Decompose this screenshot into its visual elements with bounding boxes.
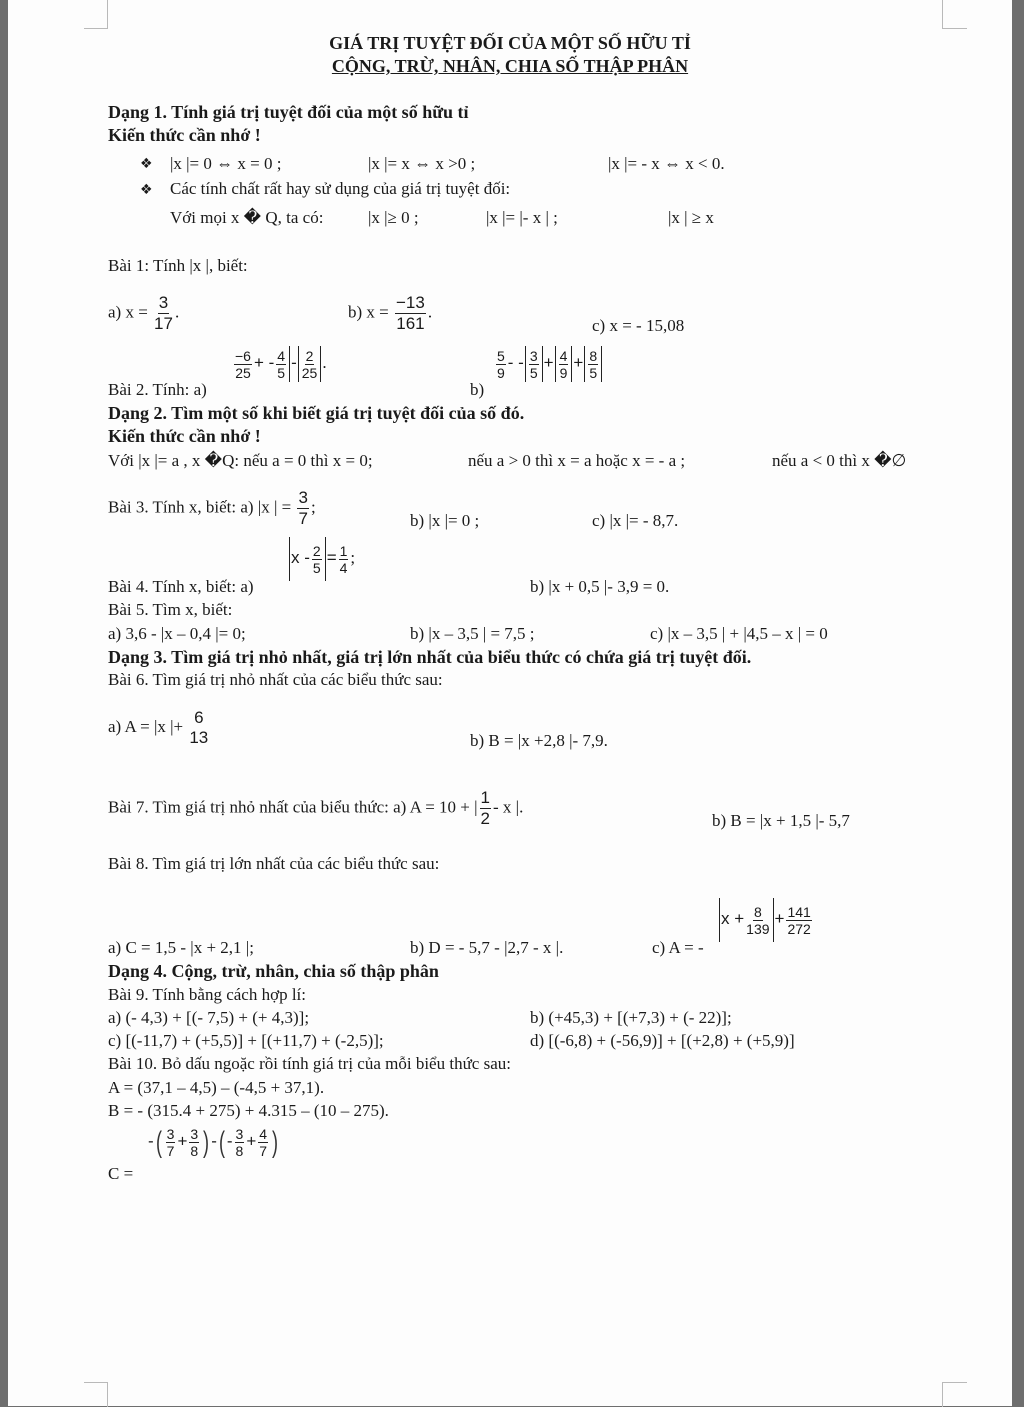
bai2-a-suffix: . <box>322 352 327 372</box>
page-title: GIÁ TRỊ TUYỆT ĐỐI CỦA MỘT SỐ HỮU TỈ <box>329 33 691 53</box>
diamond-bullet-icon: ❖ <box>140 156 153 172</box>
fraction-numerator: 141 <box>787 903 811 920</box>
operator: + <box>573 352 584 372</box>
bai10-C-expression <box>148 1126 280 1159</box>
fraction <box>189 708 208 748</box>
bai3-label: Bài 3. Tính x, biết: a) |x | = <box>108 497 292 517</box>
bai3-c: c) |x |= - 8,7. <box>592 511 679 530</box>
fraction-denominator: 161 <box>396 314 425 333</box>
fraction-numerator: 4 <box>559 347 568 364</box>
bai5-c: c) |x – 3,5 | + |4,5 – x | = 0 <box>650 624 828 643</box>
bai5-a: a) 3,6 - |x – 0,4 |= 0; <box>108 624 246 643</box>
bai8-label: Bài 8. Tìm giá trị lớn nhất của các biểu thức sau: <box>108 854 440 873</box>
bai5-label: Bài 5. Tìm x, biết: <box>108 600 233 619</box>
fraction-numerator: 3 <box>235 1126 244 1142</box>
operator: = <box>326 547 337 567</box>
dang1-rule1c: |x |= - x ⇔ x < 0. <box>608 154 725 173</box>
abs-bar <box>525 346 526 382</box>
bai7-a <box>108 788 523 829</box>
dang1-rule3b: |x |≥ 0 ; <box>368 208 419 227</box>
fraction-numerator: 3 <box>298 488 308 507</box>
diamond-bullet-icon: ❖ <box>140 182 153 198</box>
fraction <box>395 293 426 334</box>
fraction <box>234 348 252 381</box>
page-subtitle <box>8 56 1012 76</box>
fraction-denominator: 9 <box>559 364 568 381</box>
dang2-kien-thuc: Kiến thức cần nhớ ! <box>108 426 261 446</box>
bai10-label: Bài 10. Bỏ dấu ngoặc rồi tính giá trị của mỗi biểu thức sau: <box>108 1054 511 1073</box>
bai8-c-expression <box>718 898 814 942</box>
paren: ( <box>155 1125 162 1159</box>
fraction-numerator: 2 <box>305 347 314 364</box>
paren: ) <box>272 1125 279 1159</box>
fraction <box>312 543 322 576</box>
fraction-denominator: 25 <box>301 364 318 381</box>
fraction-numerator: 1 <box>480 788 490 807</box>
bai10-C-label: C = <box>108 1164 134 1183</box>
bai9-a: a) (- 4,3) + [(- 7,5) + (+ 4,3)]; <box>108 1008 310 1027</box>
fraction <box>559 348 569 381</box>
crop-mark <box>942 0 967 29</box>
bai8-c-prefix: c) A = - <box>652 938 704 957</box>
fraction-numerator: −6 <box>235 347 251 364</box>
bai2-b-expression <box>494 346 603 382</box>
fraction <box>154 293 173 334</box>
fraction <box>480 788 491 829</box>
operator: - <box>291 352 297 372</box>
abs-bar <box>289 537 290 581</box>
bai9-label: Bài 9. Tính bằng cách hợp lí: <box>108 985 306 1004</box>
bai1-b-suffix: . <box>427 302 433 322</box>
fraction-denominator: 25 <box>235 364 251 381</box>
bai1-a-suffix: . <box>174 302 180 322</box>
fraction-numerator: 3 <box>529 347 538 364</box>
fraction <box>746 904 769 937</box>
crop-mark <box>84 1382 108 1407</box>
fraction <box>276 348 286 381</box>
bai4-b: b) |x + 0,5 |- 3,9 = 0. <box>530 577 670 596</box>
bai8-b: b) D = - 5,7 - |2,7 - x |. <box>410 938 564 957</box>
operator: + <box>246 1131 257 1151</box>
fraction <box>786 904 811 937</box>
fraction-denominator: 272 <box>787 920 811 937</box>
dang1-rule3d: |x | ≥ x <box>668 208 714 227</box>
bai1-b <box>348 293 432 334</box>
bai9-d: d) [(-6,8) + (-56,9)] + [(+2,8) + (+5,9)] <box>530 1031 795 1050</box>
fraction-denominator: 13 <box>189 728 209 747</box>
bai5-b: b) |x – 3,5 | = 7,5 ; <box>410 624 535 643</box>
fraction-numerator: 8 <box>753 903 762 920</box>
paren: ) <box>203 1125 210 1159</box>
fraction-denominator: 7 <box>259 1143 268 1159</box>
fraction <box>297 488 308 529</box>
bai6-a-prefix: a) A = |x |+ <box>108 716 184 736</box>
bai10-B: B = - (315.4 + 275) + 4.315 – (10 – 275). <box>108 1101 389 1120</box>
abs-bar <box>542 346 543 382</box>
fraction-numerator: 6 <box>194 708 204 727</box>
fraction-denominator: 5 <box>589 364 598 381</box>
fraction-numerator: 2 <box>312 542 321 559</box>
document-page <box>8 0 1012 1406</box>
fraction-denominator: 17 <box>154 314 173 333</box>
fraction-numerator: 4 <box>277 347 286 364</box>
fraction <box>166 1126 176 1159</box>
operator: + <box>177 1131 188 1151</box>
crop-mark <box>942 1382 967 1407</box>
dang4-heading: Dạng 4. Cộng, trừ, nhân, chia số thập phân <box>108 961 439 981</box>
page-subtitle-text: CỘNG, TRỪ, NHÂN, CHIA SỐ THẬP PHÂN <box>331 56 689 76</box>
fraction-numerator: 4 <box>259 1126 268 1142</box>
fraction-denominator: 2 <box>480 809 490 828</box>
operator: + - <box>253 352 275 372</box>
crop-mark <box>84 0 108 29</box>
fraction-denominator: 5 <box>312 559 321 576</box>
fraction <box>496 348 506 381</box>
dang2-heading: Dạng 2. Tìm một số khi biết giá trị tuyệt đối của số đó. <box>108 403 525 423</box>
fraction <box>588 348 598 381</box>
bai9-c: c) [(-11,7) + (+5,5)] + [(+11,7) + (-2,5)]; <box>108 1031 384 1050</box>
abs-bar <box>584 346 585 382</box>
operator: - <box>226 1131 233 1151</box>
fraction-denominator: 8 <box>190 1143 199 1159</box>
operator: + <box>543 352 554 372</box>
paren: ( <box>218 1125 225 1159</box>
bai4-label: Bài 4. Tính x, biết: a) <box>108 577 254 596</box>
abs-bar <box>325 537 326 581</box>
bai2-b-label: b) <box>470 380 485 399</box>
bai10-A: A = (37,1 – 4,5) – (-4,5 + 37,1). <box>108 1078 325 1097</box>
dang2-rule-c: nếu a < 0 thì x �∅ <box>772 451 907 470</box>
dang1-kien-thuc: Kiến thức cần nhớ ! <box>108 125 261 145</box>
bai7-b: b) B = |x + 1,5 |- 5,7 <box>712 811 850 830</box>
fraction-numerator: 8 <box>589 347 598 364</box>
fraction <box>258 1126 268 1159</box>
operator: - <box>211 1131 217 1151</box>
bai1-label: Bài 1: Tính |x |, biết: <box>108 256 248 275</box>
dang2-rule-a: Với |x |= a , x �Q: nếu a = 0 thì x = 0; <box>108 451 373 470</box>
dang1-rule3c: |x |= |- x | ; <box>486 208 558 227</box>
fraction <box>529 348 539 381</box>
operator: - <box>148 1131 154 1151</box>
bai1-b-prefix: b) x = <box>348 302 389 322</box>
fraction-numerator: −13 <box>396 293 425 312</box>
dang3-heading: Dạng 3. Tìm giá trị nhỏ nhất, giá trị lớn nhất của biểu thức có chứa giá trị tuyệt đối. <box>108 647 752 667</box>
bai3-a-suffix: ; <box>310 497 316 517</box>
bai1-a <box>108 293 179 334</box>
abs-bar <box>773 898 774 942</box>
fraction-numerator: 1 <box>339 542 348 559</box>
fraction <box>339 543 349 576</box>
fraction <box>235 1126 245 1159</box>
bai4-a-expression <box>288 537 355 581</box>
bai3-a <box>108 488 316 529</box>
fraction-denominator: 9 <box>497 364 505 381</box>
abs-bar <box>298 346 299 382</box>
abs-bar <box>719 898 720 942</box>
bai9-b: b) (+45,3) + [(+7,3) + (- 22)]; <box>530 1008 732 1027</box>
fraction-denominator: 8 <box>235 1143 244 1159</box>
dang1-rule2: Các tính chất rất hay sử dụng của giá trị tuyệt đối: <box>170 179 511 198</box>
abs-bar <box>289 346 290 382</box>
bai8-c-x: x + <box>721 908 745 928</box>
fraction-denominator: 5 <box>277 364 286 381</box>
bai7-a-suffix: - x |. <box>493 797 524 817</box>
bai6-a <box>108 708 210 748</box>
bai1-a-prefix: a) x = <box>108 302 148 322</box>
fraction-numerator: 3 <box>166 1126 175 1142</box>
bai6-label: Bài 6. Tìm giá trị nhỏ nhất của các biểu thức sau: <box>108 670 443 689</box>
fraction-denominator: 4 <box>339 559 348 576</box>
fraction-denominator: 7 <box>166 1143 175 1159</box>
fraction-denominator: 7 <box>298 509 308 528</box>
bai2-a-expression <box>232 346 327 382</box>
fraction-numerator: 5 <box>497 347 505 364</box>
bai3-b: b) |x |= 0 ; <box>410 511 480 530</box>
dang1-rule1a: |x |= 0 ⇔ x = 0 ; <box>170 154 282 173</box>
dang1-rule3a: Với mọi x � Q, ta có: <box>170 208 324 227</box>
abs-bar <box>555 346 556 382</box>
operator: - - <box>507 352 524 372</box>
bai4-a-suffix: ; <box>350 547 356 567</box>
fraction-numerator: 3 <box>190 1126 199 1142</box>
fraction <box>302 348 318 381</box>
operator: + <box>774 908 785 928</box>
bai6-b: b) B = |x +2,8 |- 7,9. <box>470 731 608 750</box>
fraction-numerator: 3 <box>158 293 169 312</box>
fraction-denominator: 139 <box>746 920 770 937</box>
bai1-c: c) x = - 15,08 <box>592 316 685 335</box>
abs-bar <box>601 346 602 382</box>
bai2-label: Bài 2. Tính: a) <box>108 380 207 399</box>
dang1-rule1b: |x |= x ⇔ x >0 ; <box>368 154 476 173</box>
fraction <box>189 1126 199 1159</box>
dang1-heading: Dạng 1. Tính giá trị tuyệt đối của một số hữu tỉ <box>108 102 469 122</box>
fraction-denominator: 5 <box>529 364 538 381</box>
bai4-a-x: x - <box>291 547 310 567</box>
bai8-a: a) C = 1,5 - |x + 2,1 |; <box>108 938 254 957</box>
bai7-label: Bài 7. Tìm giá trị nhỏ nhất của biểu thức: a) A = 10 + | <box>108 797 478 817</box>
dang2-rule-b: nếu a > 0 thì x = a hoặc x = - a ; <box>468 451 686 470</box>
